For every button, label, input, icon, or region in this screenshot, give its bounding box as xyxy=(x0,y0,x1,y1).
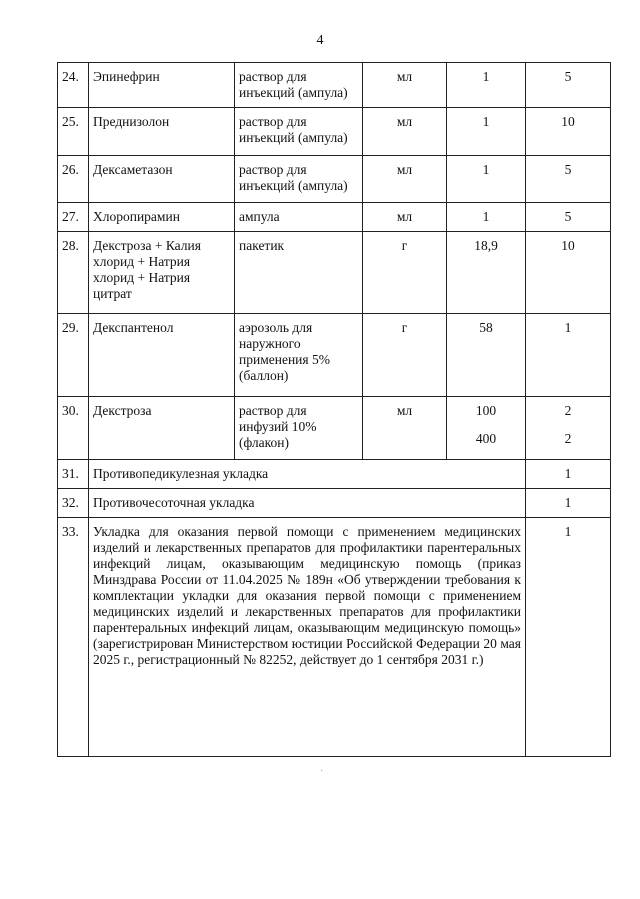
item-name: Укладка для оказания первой помощи с применением медицинских изделий и лекарственных препаратов для профилактики парентеральных инфекций лицам, оказывающим медицинскую помощь (приказ Минздрава России от 11.04.2025 № 189н «Об утверждении требования к комплектации укладки для оказания первой помощи с применением медицинских изделий и лекарственных препаратов для профилактики парентеральных инфекций лицам, оказывающим медицинскую помощь» (зарегистрирован Министерством юстиции Российской Федерации 20 мая 2025 г., регистрационный № 82252, действует до 1 сентября 2031 г.) xyxy=(89,518,526,757)
row-number: 25. xyxy=(58,108,89,156)
quantity: 58 xyxy=(447,314,526,397)
count: 5 xyxy=(526,203,611,232)
table-row xyxy=(58,460,611,489)
quantity-value: 100 xyxy=(475,403,497,418)
row-number: 28. xyxy=(58,232,89,314)
count xyxy=(526,397,611,460)
table-row xyxy=(58,397,611,460)
drug-name: Хлоропирамин xyxy=(89,203,235,232)
quantity: 1 xyxy=(447,203,526,232)
table-row xyxy=(58,108,611,156)
drug-name: Преднизолон xyxy=(89,108,235,156)
drug-name: Декстроза + Калия хлорид + Натрия хлорид + Натрия цитрат xyxy=(89,232,235,314)
count-value: 2 xyxy=(564,403,572,418)
row-number: 26. xyxy=(58,156,89,203)
unit: г xyxy=(363,232,447,314)
count: 5 xyxy=(526,156,611,203)
count: 1 xyxy=(526,460,611,489)
row-number: 24. xyxy=(58,63,89,108)
table-row xyxy=(58,63,611,108)
drug-name: Декспантенол xyxy=(89,314,235,397)
row-number: 32. xyxy=(58,489,89,518)
unit: мл xyxy=(363,108,447,156)
item-name: Противочесоточная укладка xyxy=(89,489,526,518)
count: 10 xyxy=(526,232,611,314)
drug-form: раствор для инъекций (ампула) xyxy=(235,156,363,203)
unit: г xyxy=(363,314,447,397)
row-number: 31. xyxy=(58,460,89,489)
table-row xyxy=(58,232,611,314)
drug-form: раствор для инфузий 10% (флакон) xyxy=(235,397,363,460)
row-number: 30. xyxy=(58,397,89,460)
table-row xyxy=(58,489,611,518)
table-row xyxy=(58,314,611,397)
count: 1 xyxy=(526,518,611,757)
drug-form: аэрозоль для наружного применения 5% (баллон) xyxy=(235,314,363,397)
quantity: 1 xyxy=(447,63,526,108)
count: 5 xyxy=(526,63,611,108)
table-row xyxy=(58,518,611,757)
unit: мл xyxy=(363,63,447,108)
table-row xyxy=(58,156,611,203)
unit: мл xyxy=(363,156,447,203)
row-number: 29. xyxy=(58,314,89,397)
row-number: 27. xyxy=(58,203,89,232)
drug-form: ампула xyxy=(235,203,363,232)
quantity xyxy=(447,397,526,460)
scan-dot: · xyxy=(320,766,324,777)
row-number: 33. xyxy=(58,518,89,757)
unit: мл xyxy=(363,203,447,232)
count: 1 xyxy=(526,314,611,397)
page-number: 4 xyxy=(316,33,324,48)
quantity: 1 xyxy=(447,156,526,203)
table-row xyxy=(58,203,611,232)
unit: мл xyxy=(363,397,447,460)
count: 1 xyxy=(526,489,611,518)
drug-name: Дексаметазон xyxy=(89,156,235,203)
drug-name: Декстроза xyxy=(89,397,235,460)
drug-form: раствор для инъекций (ампула) xyxy=(235,108,363,156)
drug-form: раствор для инъекций (ампула) xyxy=(235,63,363,108)
count-value: 2 xyxy=(564,431,572,446)
drug-form: пакетик xyxy=(235,232,363,314)
medications-table xyxy=(57,62,611,757)
quantity: 18,9 xyxy=(447,232,526,314)
quantity-value: 400 xyxy=(475,431,497,446)
count: 10 xyxy=(526,108,611,156)
item-name: Противопедикулезная укладка xyxy=(89,460,526,489)
drug-name: Эпинефрин xyxy=(89,63,235,108)
quantity: 1 xyxy=(447,108,526,156)
